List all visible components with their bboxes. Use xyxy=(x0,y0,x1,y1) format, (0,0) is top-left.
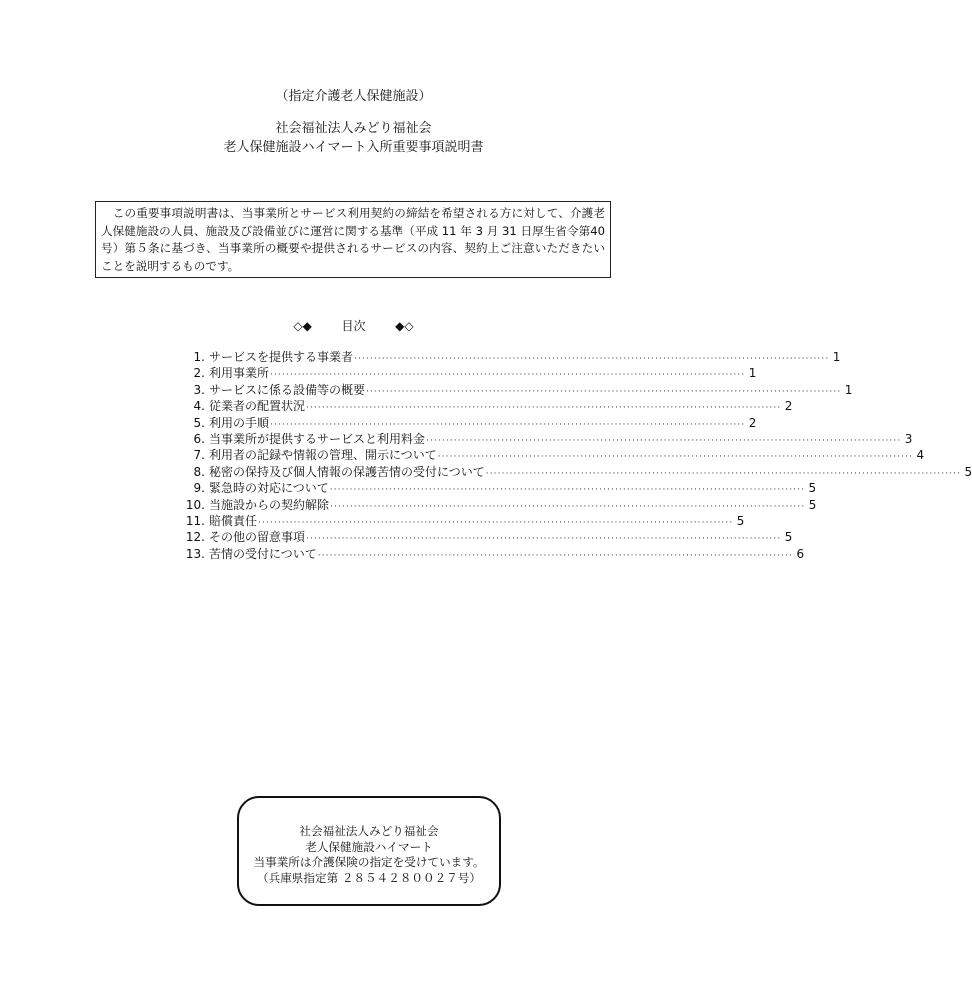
toc-item-title: 利用の手順 xyxy=(209,415,270,430)
intro-text: この重要事項説明書は、当事業所とサービス利用契約の締結を希望される方に対して、介護老人保健施設の人員、施設及び設備並びに運営に関する基準（平成 11 年 3 月 31 日厚生省令第40 号）第５条に基づき、当事業所の概要や提供されるサービスの内容、契約上ご注意いただきたいことを説明するものです。 xyxy=(101,206,605,273)
toc-item-number: 1. xyxy=(193,350,205,364)
toc-item[interactable] xyxy=(172,447,925,463)
toc-item-number: 4. xyxy=(193,399,205,414)
toc-item-title: 当事業所が提供するサービスと利用料金 xyxy=(209,431,426,446)
toc-item-page: 5 xyxy=(736,513,745,528)
toc-item-page: 6 xyxy=(796,546,805,561)
toc-heading-label: 目次 xyxy=(341,319,366,333)
toc-item-title: 秘密の保持及び個人情報の保護苦情の受付について xyxy=(209,464,485,479)
toc-item-page: 2 xyxy=(784,399,793,414)
toc-item-page: 5 xyxy=(808,497,817,512)
toc-item-number: 13. xyxy=(185,546,205,561)
toc-item-title: 苦情の受付について xyxy=(209,546,317,561)
toc-leader-dots: ························································································································ xyxy=(330,501,806,512)
toc-item-number: 11. xyxy=(185,513,205,528)
toc-item-number: 8. xyxy=(193,464,205,479)
toc-item-number: 2. xyxy=(193,366,205,381)
toc-leader-dots: ························································································································ xyxy=(306,534,782,545)
toc-item-title: サービスに係る設備等の概要 xyxy=(209,382,366,397)
toc-leader-dots: ························································································································ xyxy=(426,435,902,446)
toc-item-page: 1 xyxy=(832,350,841,364)
footer-facility-name: 老人保健施設ハイマート xyxy=(305,839,433,854)
toc-item[interactable] xyxy=(172,365,757,381)
corporation-name: 社会福祉法人みどり福祉会 xyxy=(275,121,432,136)
footer-corporation: 社会福祉法人みどり福祉会 xyxy=(299,824,439,838)
toc-item-page: 1 xyxy=(748,366,757,381)
toc-item-number: 7. xyxy=(193,448,205,463)
table-of-contents xyxy=(172,349,972,562)
toc-item[interactable] xyxy=(172,398,793,414)
intro-box xyxy=(95,201,611,278)
toc-item-page: 5 xyxy=(964,464,972,479)
toc-item-title: 緊急時の対応について xyxy=(209,481,329,496)
toc-item-page: 1 xyxy=(844,382,853,397)
toc-item-title: その他の留意事項 xyxy=(209,530,306,545)
document-title: 老人保健施設ハイマート入所重要事項説明書 xyxy=(223,140,484,155)
footer-designation-number: （兵庫県指定第 ２８５４２８００２７号） xyxy=(257,870,481,885)
toc-item-number: 12. xyxy=(185,530,205,545)
toc-item-page: 4 xyxy=(916,448,925,463)
toc-leader-dots: ························································································································ xyxy=(317,550,794,561)
footer-designation-note: 当事業所は介護保険の指定を受けています。 xyxy=(253,855,485,869)
toc-item[interactable] xyxy=(172,513,745,529)
toc-item-title: 賠償責任 xyxy=(209,513,258,528)
toc-item-title: 当施設からの契約解除 xyxy=(209,497,330,512)
toc-item-page: 5 xyxy=(808,481,817,496)
toc-item[interactable] xyxy=(172,431,913,447)
toc-heading-right-ornament: ◆◇ xyxy=(395,319,414,333)
toc-leader-dots: ························································································································ xyxy=(485,468,962,479)
toc-item[interactable] xyxy=(172,415,757,431)
toc-item-page: 2 xyxy=(748,415,757,430)
toc-item[interactable] xyxy=(172,480,817,496)
toc-item-title: 利用者の記録や情報の管理、開示について xyxy=(209,448,437,463)
toc-leader-dots: ························································································································ xyxy=(270,370,746,381)
toc-item-number: 10. xyxy=(185,497,205,512)
toc-leader-dots: ························································································································ xyxy=(329,485,806,496)
toc-leader-dots: ························································································································ xyxy=(354,354,830,364)
toc-leader-dots: ························································································································ xyxy=(306,403,782,414)
toc-leader-dots: ························································································································ xyxy=(270,419,746,430)
toc-item-title: サービスを提供する事業者 xyxy=(209,350,354,364)
toc-item[interactable] xyxy=(172,529,793,545)
toc-item[interactable] xyxy=(172,464,972,480)
toc-item[interactable] xyxy=(172,497,817,513)
document-subtitle: （指定介護老人保健施設） xyxy=(275,89,432,104)
toc-item-page: 5 xyxy=(784,530,793,545)
toc-item-title: 従業者の配置状況 xyxy=(209,399,306,414)
facility-info-box xyxy=(237,796,501,906)
toc-item[interactable] xyxy=(172,349,841,365)
toc-item-title: 利用事業所 xyxy=(209,366,270,381)
toc-leader-dots: ························································································································ xyxy=(437,452,914,463)
toc-item-number: 5. xyxy=(193,415,205,430)
toc-item-page: 3 xyxy=(904,431,913,446)
toc-item[interactable] xyxy=(172,546,805,562)
toc-leader-dots: ························································································································ xyxy=(258,517,734,528)
toc-item-number: 9. xyxy=(193,481,205,496)
toc-item-number: 3. xyxy=(193,382,205,397)
toc-item-number: 6. xyxy=(193,431,205,446)
toc-heading-left-ornament: ◇◆ xyxy=(293,319,312,333)
toc-leader-dots: ························································································································ xyxy=(366,386,842,397)
toc-item[interactable] xyxy=(172,382,853,398)
toc-heading xyxy=(0,318,707,334)
